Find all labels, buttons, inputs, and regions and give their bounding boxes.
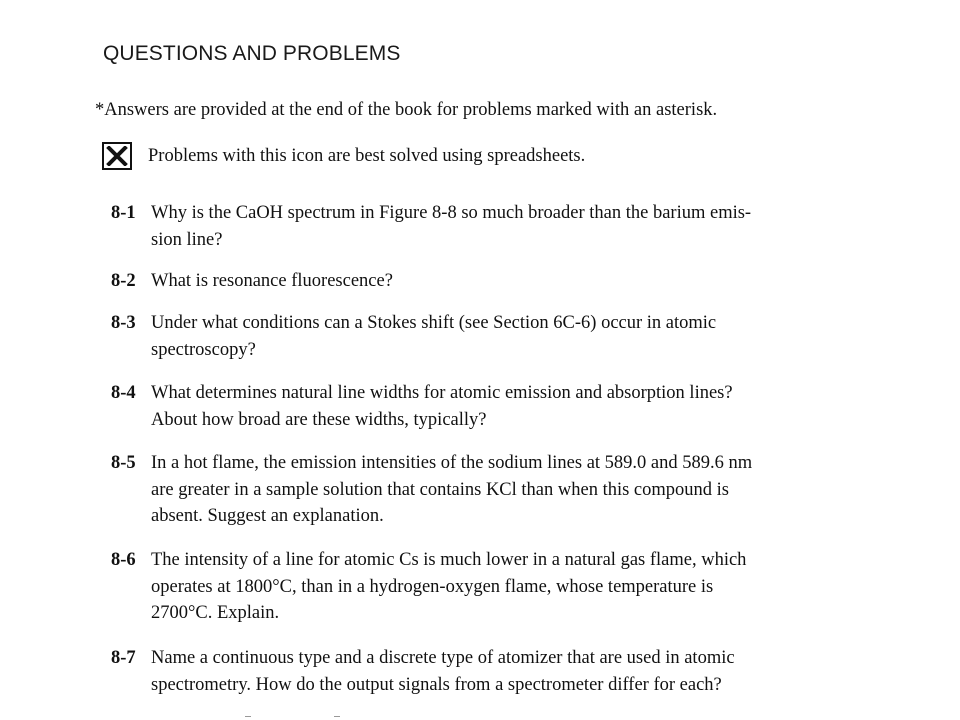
- scan-artifact: [245, 716, 251, 717]
- problem-line: What is resonance fluorescence?: [151, 271, 393, 291]
- problem-line: Under what conditions can a Stokes shift (see Section 6C-6) occur in atomic: [151, 313, 717, 333]
- problem-line: Name a continuous type and a discrete type of atomizer that are used in atomic: [151, 648, 735, 668]
- problem-text: [151, 547, 901, 627]
- problem-number: 8-4: [111, 383, 136, 403]
- problem-number: 8-3: [111, 313, 136, 333]
- problem-line: spectroscopy?: [151, 339, 256, 360]
- problem-line: About how broad are these widths, typically?: [151, 409, 487, 430]
- problem-line: sion line?: [151, 229, 223, 250]
- problem-line: 2700°C. Explain.: [151, 603, 280, 623]
- problem-text: [151, 268, 901, 295]
- spreadsheet-icon-legend: [102, 140, 585, 172]
- problem-text: [151, 380, 901, 433]
- problem-text: [151, 200, 901, 253]
- problem-line: Why is the CaOH spectrum in Figure 8-8 so much broader than the barium emis-: [151, 203, 752, 223]
- section-heading: QUESTIONS AND PROBLEMS: [103, 42, 401, 65]
- problem-8-3: [111, 310, 901, 363]
- problem-line: absent. Suggest an explanation.: [151, 506, 384, 526]
- problem-line: What determines natural line widths for atomic emission and absorption lines?: [151, 383, 733, 403]
- icon-legend-text: Problems with this icon are best solved using spreadsheets.: [148, 145, 586, 166]
- problem-8-5: [111, 450, 901, 530]
- problem-line: The intensity of a line for atomic Cs is much lower in a natural gas flame, which: [151, 550, 747, 570]
- problem-number: 8-6: [111, 550, 136, 570]
- problem-text: [151, 310, 901, 363]
- problem-8-7: [111, 645, 901, 698]
- problem-8-1: [111, 200, 901, 253]
- problem-8-2: [111, 268, 901, 295]
- problem-number: 8-5: [111, 453, 136, 473]
- problem-line: In a hot flame, the emission intensities of the sodium lines at 589.0 and 589.6 nm: [151, 453, 753, 473]
- problem-number: 8-1: [111, 203, 136, 223]
- problem-number: 8-2: [111, 271, 136, 291]
- problem-8-4: [111, 380, 901, 433]
- problem-line: spectrometry. How do the output signals from a spectrometer differ for each?: [151, 674, 722, 695]
- scan-artifact: [334, 716, 340, 717]
- problem-text: [151, 450, 901, 530]
- spreadsheet-x-icon: [102, 142, 132, 170]
- problem-8-6: [111, 547, 901, 627]
- problem-line: are greater in a sample solution that contains KCl than when this compound is: [151, 479, 729, 500]
- asterisk-note: *Answers are provided at the end of the book for problems marked with an asterisk.: [95, 100, 718, 120]
- problem-text: [151, 645, 901, 698]
- problem-number: 8-7: [111, 648, 136, 668]
- problem-line: operates at 1800°C, than in a hydrogen-oxygen flame, whose temperature is: [151, 576, 714, 597]
